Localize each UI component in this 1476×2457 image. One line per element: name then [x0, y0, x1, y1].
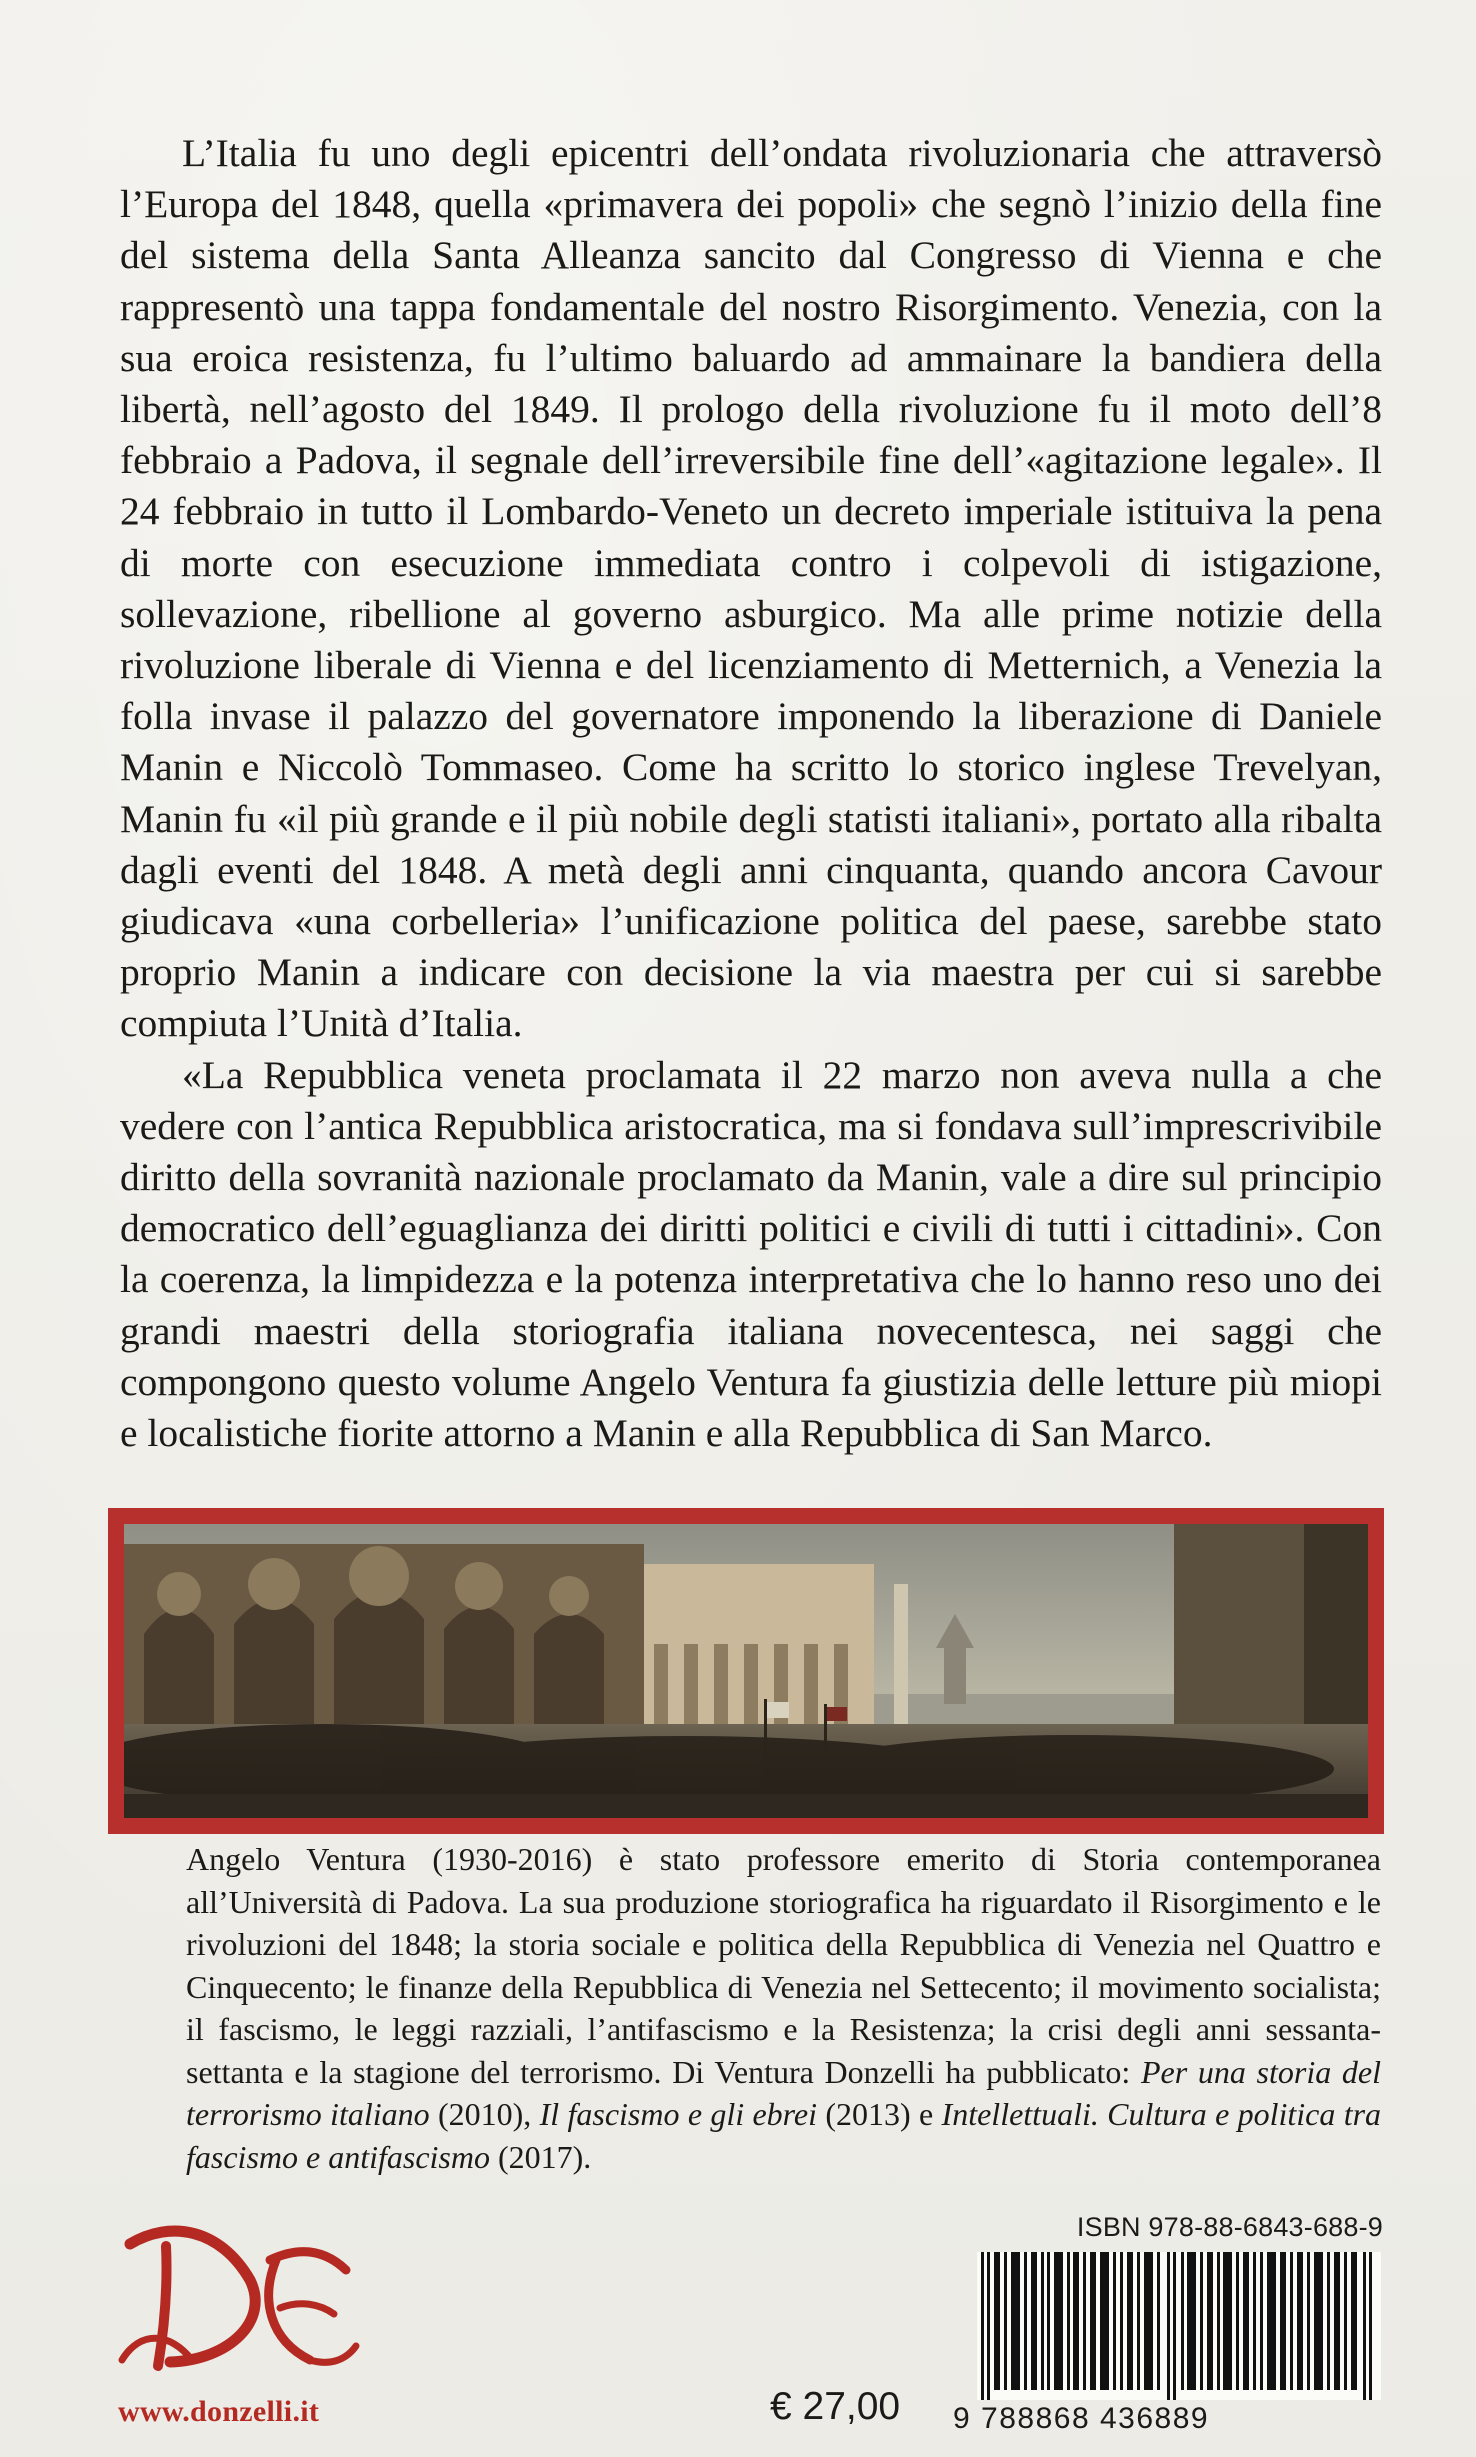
- bio-year-1: (2010),: [429, 2096, 540, 2132]
- blurb-paragraph-2: «La Repubblica veneta proclamata il 22 marzo non aveva nulla a che vedere con l’antica Repubblica aristocratica, ma si fondava sull’imprescrivibile diritto della sovranità nazionale proclamato da Manin, vale a dire sul principio democratico dell’eguaglianza dei diritti politici e civili di tutti i cittadini». Con la coerenza, la limpidezza e la potenza interpretativa che lo hanno reso uno dei grandi maestri della storiografia italiana novecentesca, nei saggi che compongono questo volume Angelo Ventura fa giustizia delle letture più miopi e localistiche fiorite attorno a Manin e alla Repubblica di San Marco.: [120, 1052, 1382, 1456]
- price-label: € 27,00: [770, 2385, 901, 2428]
- barcode-icon: [977, 2252, 1381, 2400]
- book-title-1: Per una storia del terrorismo italiano: [186, 2053, 1382, 2132]
- bio-text: Angelo Ventura (1930-2016) è stato professore emerito di Storia contemporanea all’Università di Padova. La sua produzione storiografica ha riguardato il Risorgimento e le rivoluzioni del 1848; la storia sociale e politica della Repubblica di Venezia nel Quattro e Cinquecento; le finanze della Repubblica di Venezia nel Settecento; il movimento socialista; il fascismo, le leggi razziali, l’antifascismo e la Resistenza; la crisi degli anni sessanta-settanta e la stagione del terrorismo. Di Ventura Donzelli ha pubblicato:: [186, 1841, 1381, 2090]
- venice-square-painting: [124, 1524, 1368, 1818]
- isbn-barcode-block: [953, 2212, 1383, 2440]
- crowd-painting-image: [108, 1508, 1384, 1834]
- isbn-label: ISBN 978-88-6843-688-9: [1076, 2212, 1383, 2242]
- bio-year-2: (2013) e: [817, 2096, 942, 2132]
- blurb-paragraph-1: L’Italia fu uno degli epicentri dell’ondata rivoluzionaria che attraversò l’Europa del 1848, quella «primavera dei popoli» che segnò l’inizio della fine del sistema della Santa Alleanza sancito dal Congresso di Vienna e che rappresentò una tappa fondamentale del nostro Risorgimento. Venezia, con la sua eroica resistenza, fu l’ultimo baluardo ad ammainare la bandiera della libertà, nell’agosto del 1849. Il prologo della rivoluzione fu il moto dell’8 febbraio a Padova, il segnale dell’irreversibile fine dell’«agitazione legale». Il 24 febbraio in tutto il Lombardo-Veneto un decreto imperiale istituiva la pena di morte con esecuzione immediata contro i colpevoli di istigazione, sollevazione, ribellione al governo asburgico. Ma alle prime notizie della rivoluzione liberale di Vienna e del licenziamento di Metternich, a Venezia la folla invase il palazzo del governatore imponendo la liberazione di Daniele Manin e Niccolò Tommaseo. Come ha scritto lo storico inglese Trevelyan, Manin fu «il più grande e il più nobile degli statisti italiani», portato alla ribalta dagli eventi del 1848. A metà degli anni cinquanta, quando ancora Cavour giudicava «una corbelleria» l’unificazione politica del paese, sarebbe stato proprio Manin a indicare con decisione la via maestra per cui si sarebbe compiuta l’Unità d’Italia.: [120, 131, 1382, 1046]
- book-title-3: Intellettuali. Cultura e politica tra fascismo e antifascismo: [186, 2096, 1382, 2175]
- author-bio: [186, 1838, 1381, 2178]
- cover-blurb: [120, 128, 1382, 1459]
- author-bio-text: [186, 1838, 1381, 2178]
- bio-year-3: (2017).: [489, 2138, 592, 2175]
- publisher-website: www.donzelli.it: [118, 2395, 320, 2428]
- book-title-2: Il fascismo e gli ebrei: [539, 2096, 818, 2132]
- barcode-digits: 9 788868 436889: [953, 2402, 1210, 2435]
- donzelli-logo-icon: [110, 2210, 370, 2380]
